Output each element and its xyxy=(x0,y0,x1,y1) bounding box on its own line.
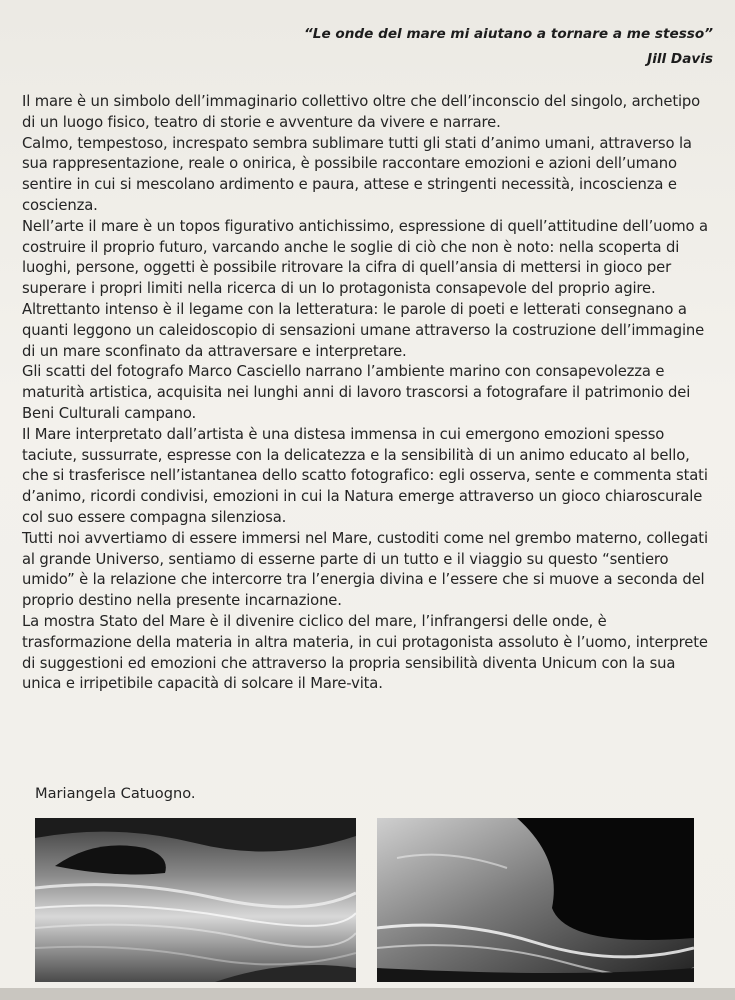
essay-text xyxy=(22,92,715,695)
quote-text: “Le onde del mare mi aiutano a tornare a me stesso” xyxy=(304,26,713,42)
shoreline-photo xyxy=(377,818,694,982)
paragraph: Il Mare interpretato dall’artista è una distesa immensa in cui emergono emozioni spesso taciute, sussurrate, espresse con la delicatezza e la sensibilità di un animo educato al bello, che si trasferisce nell’istantanea dello scatto fotografico: egli osserva, sente e commenta stati d’animo, ricordi condivisi, emozioni in cui la Natura emerge attraverso un gioco chiaroscurale col suo essere compagna silenziosa. xyxy=(22,425,708,526)
floor-edge xyxy=(0,988,735,1000)
paragraph: Nell’arte il mare è un topos figurativo antichissimo, espressione di quell’attitudine dell’uomo a costruire il proprio futuro, varcando anche le soglie di ciò che non è noto: nella scoperta di luoghi, persone, oggetti è possibile ritrovare la cifra di quell’ansia di mettersi in gioco per superare i propri limiti nella ricerca di un Io protagonista consapevole del proprio agire. xyxy=(22,217,708,298)
sea-rock-photo xyxy=(35,818,356,982)
paragraph: Tutti noi avvertiamo di essere immersi nel Mare, custoditi come nel grembo materno, collegati al grande Universo, sentiamo di esserne parte di un tutto e il viaggio su questo “sentiero umido” è la relazione che intercorre tra l’energia divina e l’essere che si muove a seconda del proprio destino nella presente incarnazione. xyxy=(22,529,708,610)
paragraph: Gli scatti del fotografo Marco Casciello narrano l’ambiente marino con consapevolezza e maturità artistica, acquisita nei lunghi anni di lavoro trascorsi a fotografare il patrimonio dei Beni Culturali campano. xyxy=(22,363,691,422)
paragraph: Altrettanto intenso è il legame con la letteratura: le parole di poeti e letterati consegnano a quanti leggono un caleidoscopio di sensazioni umane attraverso la costruzione dell’immagine di un mare sconfinato da attraversare e interpretare. xyxy=(22,300,705,360)
paragraph: Il mare è un simbolo dell’immaginario collettivo oltre che dell’inconscio del singolo, archetipo di un luogo fisico, teatro di storie e avventure da vivere e narrare. xyxy=(22,93,701,131)
epigraph xyxy=(304,22,713,72)
author-signature: Mariangela Catuogno. xyxy=(35,785,196,802)
quote-author: Jill Davis xyxy=(647,51,713,67)
paragraph: La mostra Stato del Mare è il divenire ciclico del mare, l’infrangersi delle onde, è trasformazione della materia in altra materia, in cui protagonista assoluto è l’uomo, interprete di suggestioni ed emozioni che attraverso la propria sensibilità diventa Unicum con la sua unica e irripetibile capacità di solcare il Mare-vita. xyxy=(22,612,708,693)
paragraph: Calmo, tempestoso, increspato sembra sublimare tutti gli stati d’animo umani, attraverso la sua rappresentazione, reale o onirica, è possibile raccontare emozioni e azioni dell’umano sentire in cui si mescolano ardimento e paura, attese e stringenti necessità, incoscienza e coscienza. xyxy=(22,134,692,214)
